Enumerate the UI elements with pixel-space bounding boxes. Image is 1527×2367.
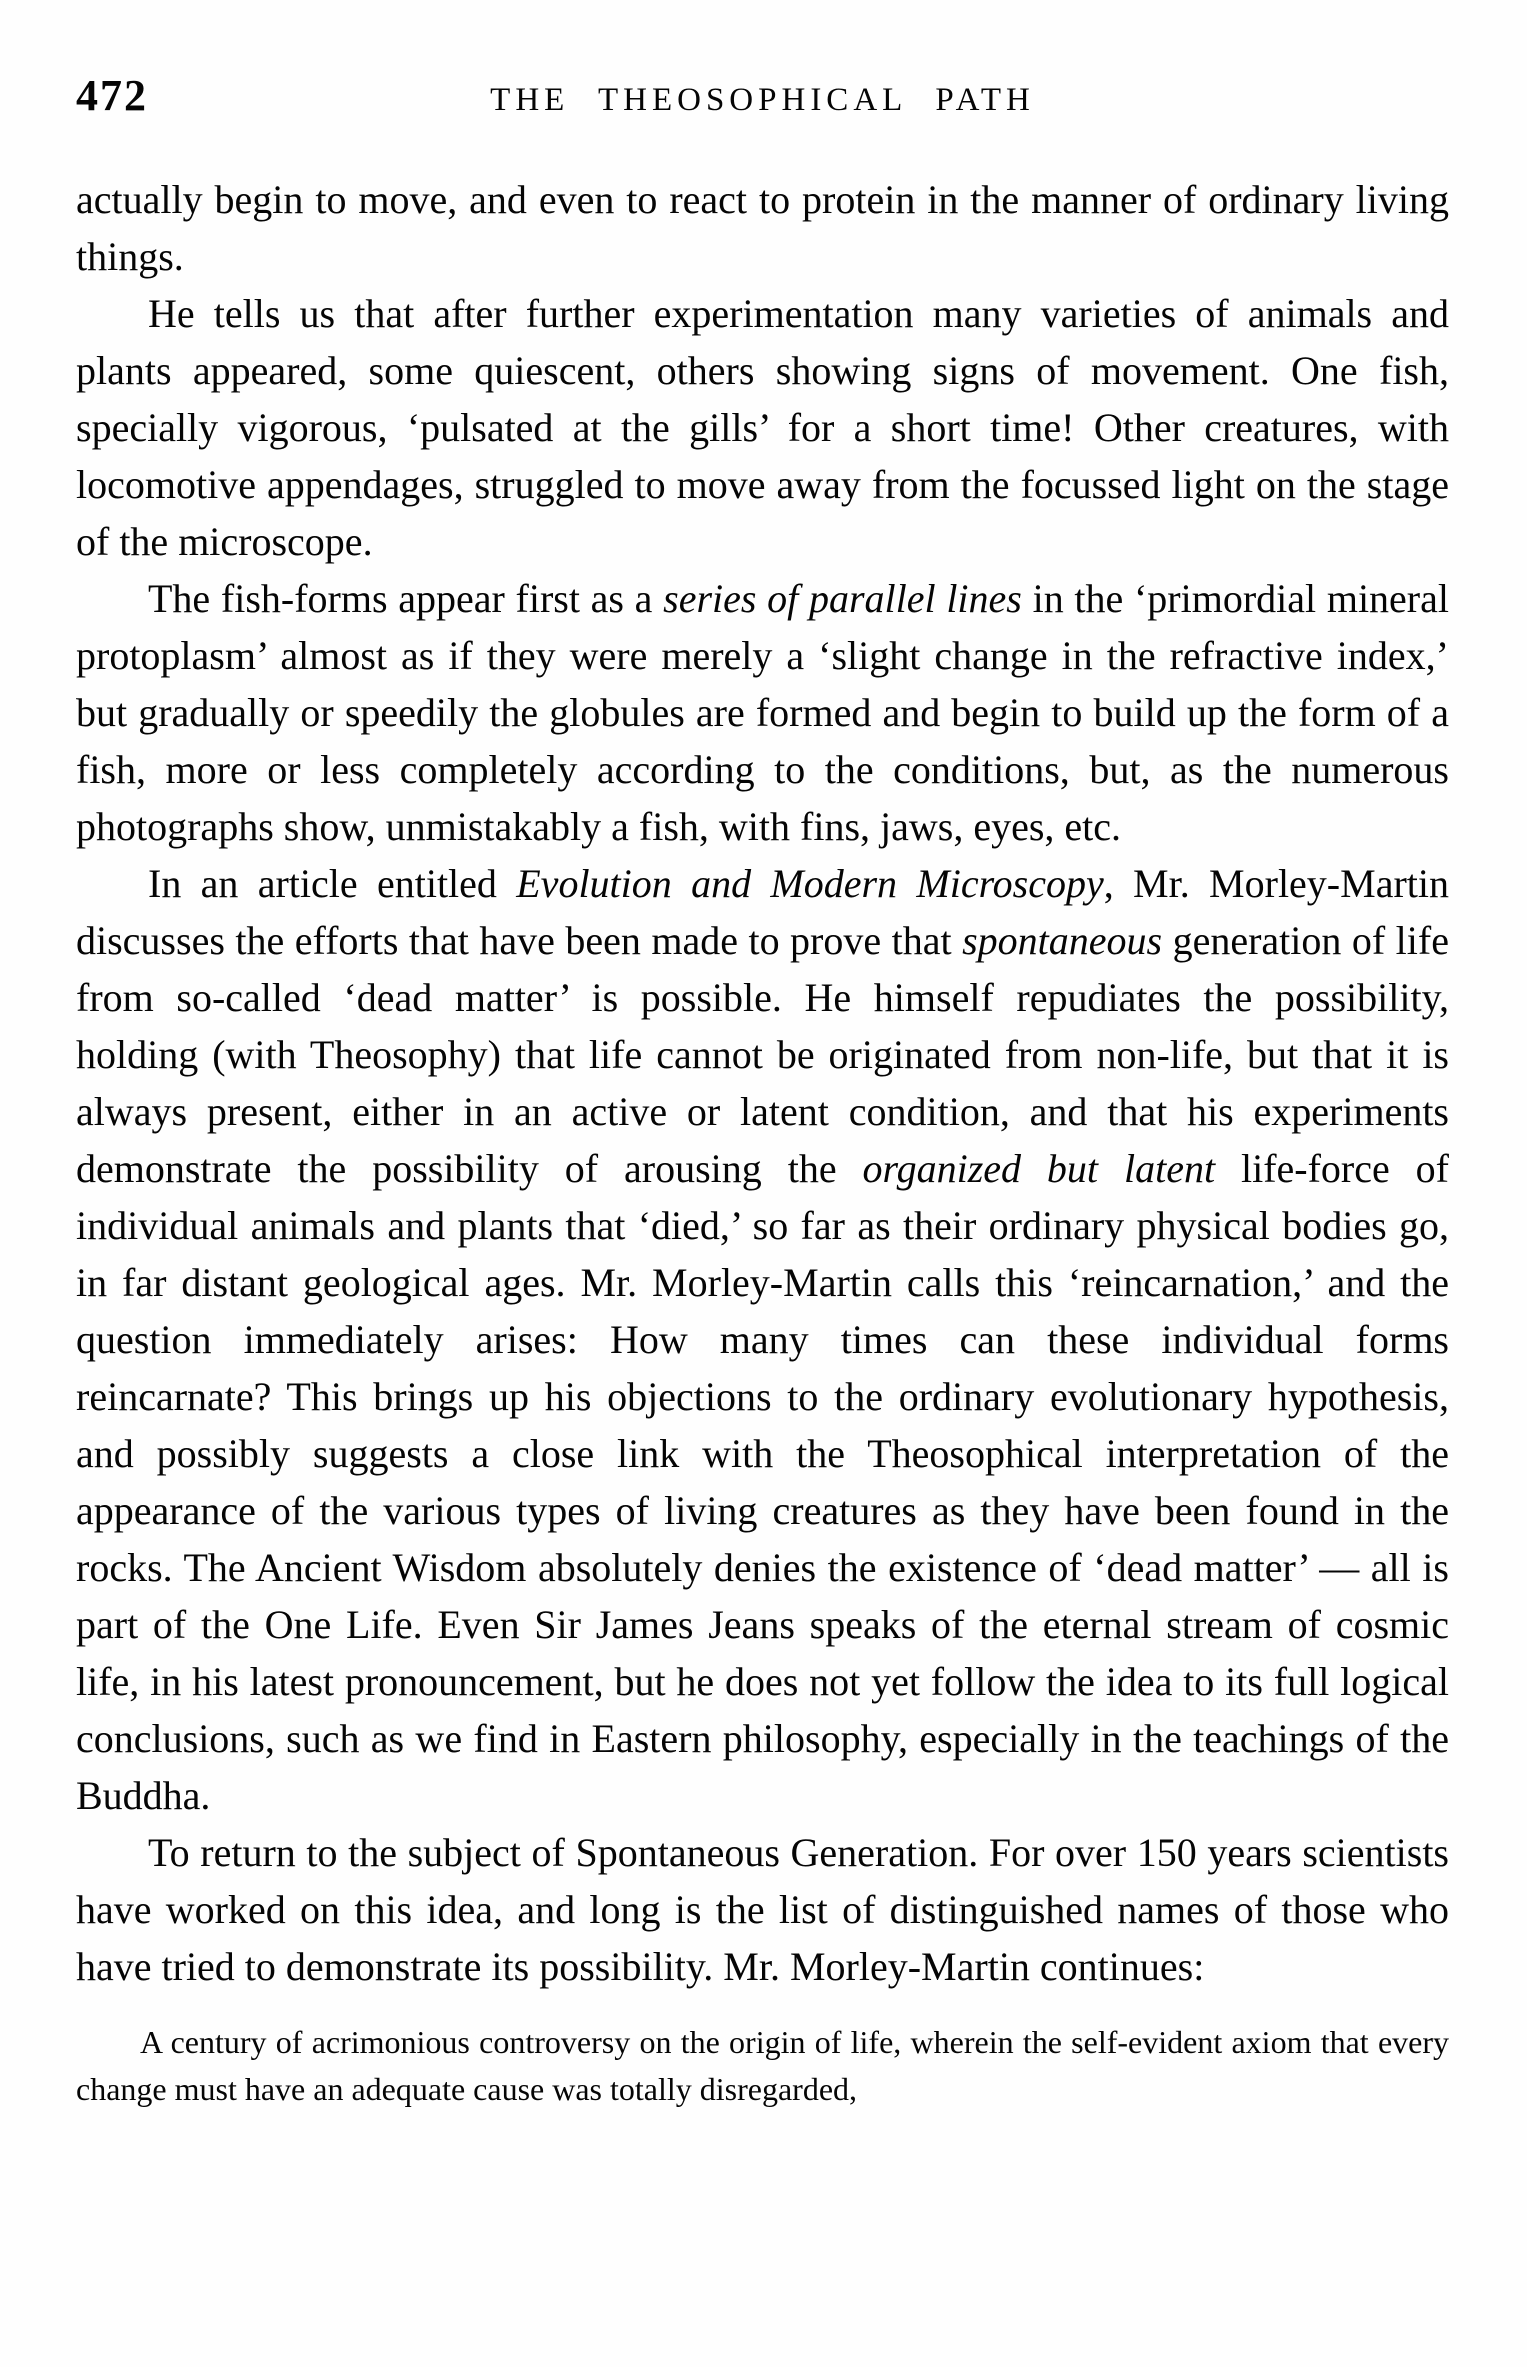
text-run: In an article entitled <box>148 861 517 906</box>
text-run: life-force of individual animals and plants that ‘died,’ so far as their ordinary physical bodies go, in far distant geological ages. Mr. Morley-Martin calls this ‘reincarnation,’ and the question immediately arises: How many times can these individual forms reincarnate? This brings up his objections to the ordinary evolutionary hypothesis, and possibly suggests a close link with the Theosophical interpretation of the appearance of the various types of living creatures as they have been found in the rocks. The Ancient Wisdom absolutely denies the existence of ‘dead matter’ — all is part of the One Life. Even Sir James Jeans speaks of the eternal stream of cosmic life, in his latest pronouncement, but he does not yet follow the idea to its full logical conclusions, such as we find in Eastern philosophy, especially in the teachings of the Buddha. <box>76 1146 1449 1818</box>
block-quote <box>76 2019 1449 2113</box>
paragraph-return-to-subject <box>76 1824 1449 1995</box>
running-title: THE THEOSOPHICAL PATH <box>490 82 1035 118</box>
italic-run: organized but latent <box>862 1146 1216 1191</box>
text-run: To return to the subject of Spontaneous Generation. For over 150 years scientists have worked on this idea, and long is the list of distinguished names of those who have tried to demonstrate its possibility. Mr. Morley-Martin continues: <box>76 1830 1449 1989</box>
page-number: 472 <box>76 71 148 120</box>
italic-run: Evolution and Modern Microscopy <box>516 861 1104 906</box>
paragraph-he-tells-us <box>76 285 1449 570</box>
text-run: , Mr. Morley-Martin discusses the efforts that have been made to prove that <box>76 861 1449 963</box>
paragraph-article-discussion <box>76 855 1449 1824</box>
italic-run: spontaneous <box>962 918 1163 963</box>
paragraph-fish-forms <box>76 570 1449 855</box>
text-run: The fish-forms appear first as a <box>148 576 664 621</box>
italic-run: series of parallel lines <box>663 576 1022 621</box>
page-header <box>76 70 1449 121</box>
paragraph-opening <box>76 171 1449 285</box>
text-run: generation of life from so-called ‘dead matter’ is possible. He himself repudiates the possibility, holding (with Theosophy) that life cannot be originated from non-life, but that it is always present, either in an active or latent condition, and that his experiments demonstrate the possibility of arousing the <box>76 918 1449 1191</box>
text-run: He tells us that after further experimentation many varieties of animals and plants appeared, some quiescent, others showing signs of movement. One fish, specially vigorous, ‘pulsated at the gills’ for a short time! Other creatures, with locomotive appendages, struggled to move away from the focussed light on the stage of the microscope. <box>76 291 1449 564</box>
text-run: actually begin to move, and even to react to protein in the manner of ordinary living things. <box>76 177 1449 279</box>
page-body <box>76 171 1449 2113</box>
text-run: in the ‘primordial mineral protoplasm’ almost as if they were merely a ‘slight change in the refractive index,’ but gradually or speedily the globules are formed and begin to build up the form of a fish, more or less completely according to the conditions, but, as the numerous photographs show, unmistakably a fish, with fins, jaws, eyes, etc. <box>76 576 1449 849</box>
text-run: A century of acrimonious controversy on the origin of life, wherein the self-evident axiom that every change must have an adequate cause was totally disregarded, <box>76 2024 1449 2107</box>
